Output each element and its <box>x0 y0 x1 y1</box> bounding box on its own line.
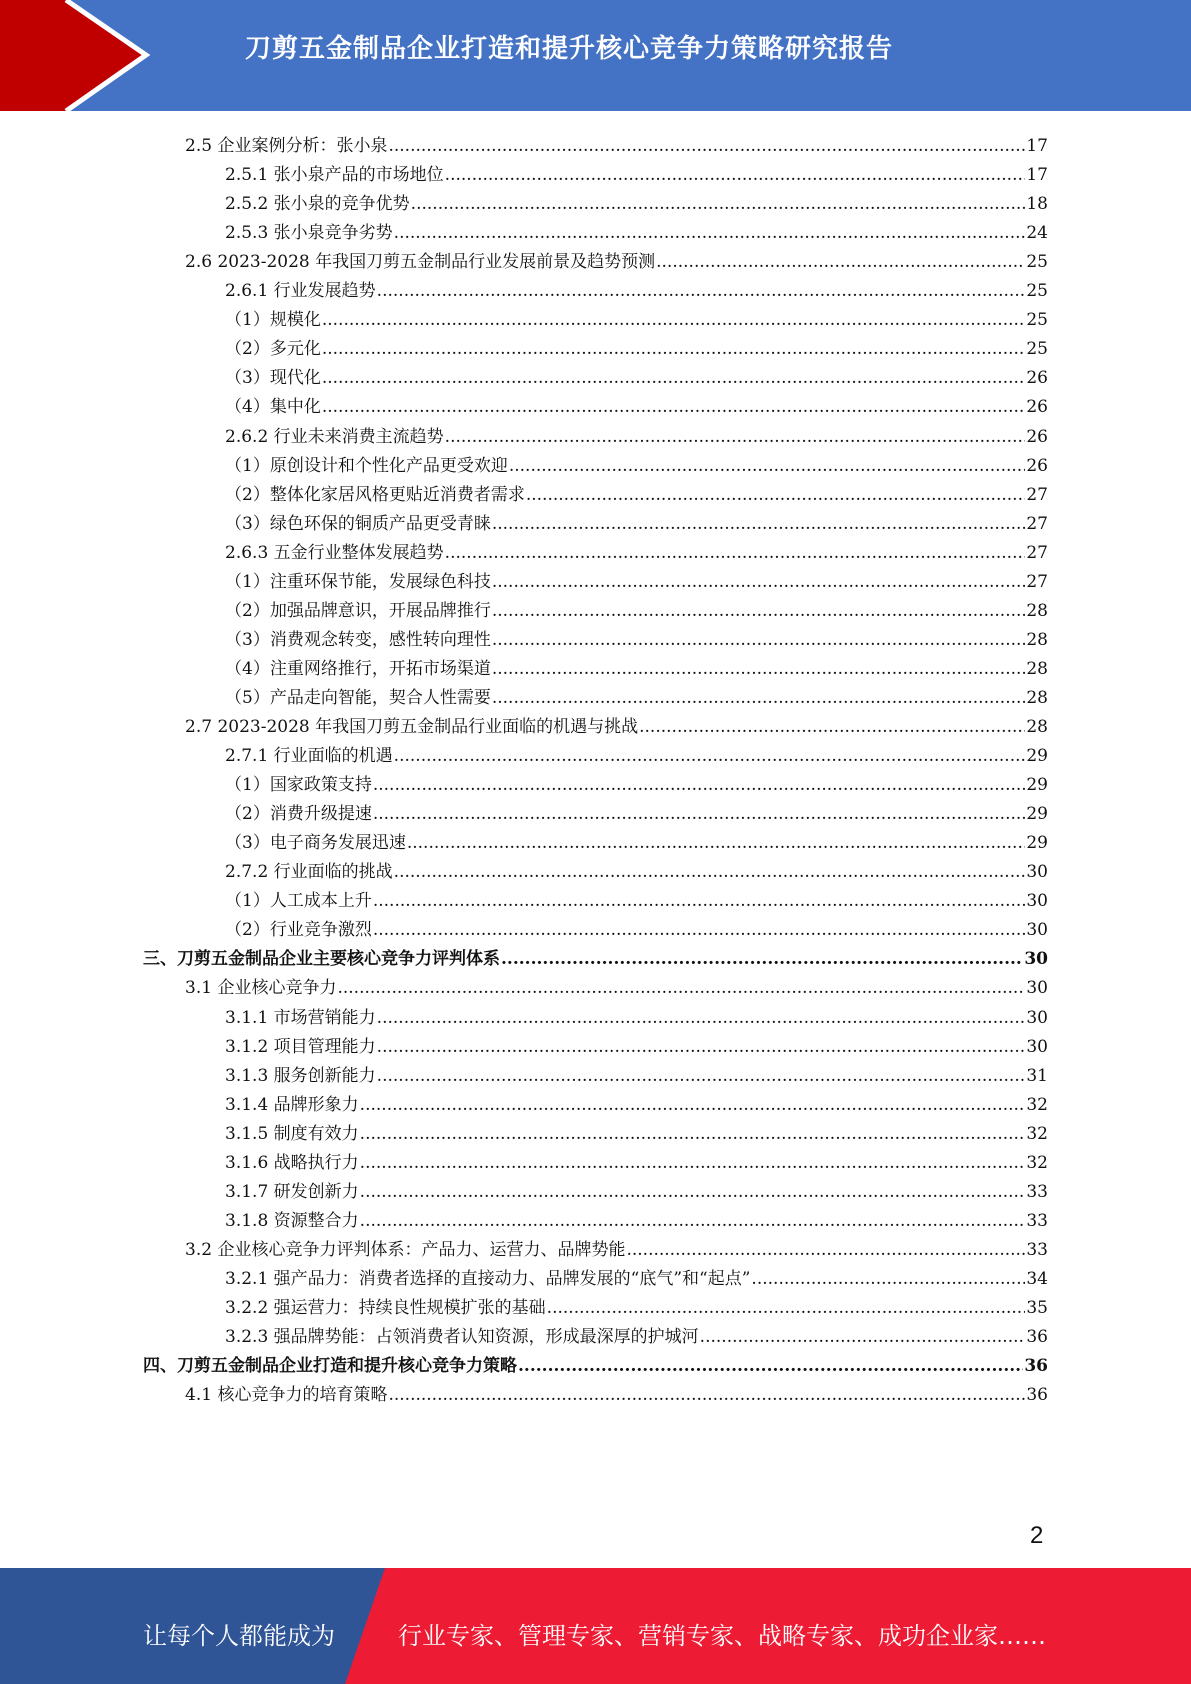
toc-entry[interactable] <box>143 1351 1048 1380</box>
toc-entry[interactable] <box>225 480 1048 509</box>
toc-entry-title: 3.1.6 战略执行力 <box>225 1152 359 1173</box>
toc-dot-leader <box>445 165 1026 185</box>
toc-entry-title: 3.1.3 服务创新能力 <box>225 1065 376 1086</box>
toc-entry[interactable] <box>225 422 1048 451</box>
toc-dot-leader <box>518 1356 1023 1376</box>
toc-entry-page: 30 <box>1026 978 1048 999</box>
toc-entry[interactable] <box>185 712 1048 741</box>
toc-entry[interactable] <box>225 828 1048 857</box>
toc-entry-page: 29 <box>1026 746 1048 767</box>
toc-entry-title: 3.1.2 项目管理能力 <box>225 1036 376 1057</box>
toc-entry-page: 28 <box>1026 687 1048 708</box>
toc-dot-leader <box>377 1008 1026 1028</box>
toc-entry[interactable] <box>225 276 1048 305</box>
toc-entry-title: 2.6 2023-2028 年我国刀剪五金制品行业发展前景及趋势预测 <box>185 252 656 273</box>
toc-entry-title: 四、刀剪五金制品企业打造和提升核心竞争力策略 <box>143 1356 517 1377</box>
toc-entry-page: 31 <box>1026 1065 1048 1086</box>
toc-dot-leader <box>360 1124 1026 1144</box>
toc-entry[interactable] <box>225 218 1048 247</box>
toc-entry-title: （4）注重网络推行，开拓市场渠道 <box>225 658 491 679</box>
toc-entry[interactable] <box>225 1177 1048 1206</box>
toc-entry[interactable] <box>225 654 1048 683</box>
toc-dot-leader <box>377 281 1026 301</box>
toc-entry[interactable] <box>185 973 1048 1002</box>
toc-entry-title: （2）整体化家居风格更贴近消费者需求 <box>225 484 525 505</box>
toc-entry-page: 32 <box>1026 1123 1048 1144</box>
toc-entry-title: 3.1 企业核心竞争力 <box>185 978 337 999</box>
toc-dot-leader <box>547 1298 1026 1318</box>
toc-dot-leader <box>501 949 1023 969</box>
toc-entry-title: 2.5 企业案例分析：张小泉 <box>185 136 388 156</box>
toc-entry[interactable] <box>185 131 1048 160</box>
toc-dot-leader <box>322 397 1026 417</box>
toc-entry[interactable] <box>225 596 1048 625</box>
toc-dot-leader <box>322 310 1026 330</box>
toc-entry-page: 26 <box>1026 455 1048 476</box>
toc-entry-page: 35 <box>1026 1298 1048 1318</box>
toc-entry-title: （2）加强品牌意识，开展品牌推行 <box>225 600 491 621</box>
toc-entry-title: （1）人工成本上升 <box>225 891 372 912</box>
toc-entry[interactable] <box>225 305 1048 334</box>
toc-dot-leader <box>394 862 1026 882</box>
toc-entry-page: 25 <box>1026 281 1048 302</box>
toc-dot-leader <box>492 630 1026 650</box>
toc-entry-title: 2.5.2 张小泉的竞争优势 <box>225 194 410 215</box>
toc-dot-leader <box>394 223 1026 243</box>
toc-entry-page: 29 <box>1026 804 1048 825</box>
toc-entry-page: 28 <box>1026 629 1048 650</box>
toc-entry[interactable] <box>225 1148 1048 1177</box>
toc-entry-page: 18 <box>1026 194 1048 215</box>
toc-entry[interactable] <box>143 944 1048 973</box>
toc-dot-leader <box>700 1327 1026 1347</box>
toc-entry-page: 36 <box>1026 1385 1048 1406</box>
toc-entry-title: （5）产品走向智能，契合人性需要 <box>225 687 491 708</box>
toc-entry-page: 30 <box>1026 1036 1048 1057</box>
footer-slogan-right: 行业专家、管理专家、营销专家、战略专家、成功企业家…… <box>398 1622 1046 1650</box>
toc-entry-title: 3.2.1 强产品力：消费者选择的直接动力、品牌发展的“底气”和“起点” <box>225 1268 751 1289</box>
toc-entry-title: 2.6.2 行业未来消费主流趋势 <box>225 426 444 447</box>
toc-entry-page: 17 <box>1026 165 1048 186</box>
toc-entry-page: 33 <box>1026 1239 1048 1260</box>
toc-entry-title: 2.6.1 行业发展趋势 <box>225 281 376 302</box>
toc-dot-leader <box>388 1385 1025 1405</box>
toc-entry-page: 30 <box>1024 949 1048 970</box>
toc-entry-title: 4.1 核心竞争力的培育策略 <box>185 1385 388 1406</box>
toc-dot-leader <box>656 252 1025 272</box>
toc-dot-leader <box>509 456 1026 476</box>
toc-dot-leader <box>445 427 1026 447</box>
toc-entry[interactable] <box>225 1206 1048 1235</box>
toc-dot-leader <box>373 804 1026 824</box>
toc-dot-leader <box>377 1037 1026 1057</box>
toc-entry-page: 28 <box>1026 717 1048 737</box>
toc-entry-page: 33 <box>1026 1181 1048 1202</box>
toc-entry[interactable] <box>225 334 1048 363</box>
toc-dot-leader <box>407 833 1026 853</box>
toc-entry[interactable] <box>185 1380 1048 1409</box>
toc-entry-page: 26 <box>1026 368 1048 389</box>
toc-entry[interactable] <box>225 189 1048 218</box>
toc-entry[interactable] <box>225 886 1048 915</box>
toc-entry-page: 30 <box>1026 891 1048 912</box>
toc-entry-title: （3）消费观念转变，感性转向理性 <box>225 629 491 650</box>
toc-entry[interactable] <box>185 247 1048 276</box>
toc-entry[interactable] <box>225 683 1048 712</box>
toc-entry-page: 26 <box>1026 397 1048 418</box>
toc-entry[interactable] <box>225 1264 1048 1293</box>
toc-entry-title: 3.1.8 资源整合力 <box>225 1210 359 1231</box>
toc-entry-title: 2.7 2023-2028 年我国刀剪五金制品行业面临的机遇与挑战 <box>185 717 639 737</box>
toc-entry-title: 3.1.4 品牌形象力 <box>225 1094 359 1115</box>
toc-entry-page: 27 <box>1026 513 1048 534</box>
toc-entry-page: 36 <box>1026 1327 1048 1348</box>
toc-entry[interactable] <box>185 1235 1048 1264</box>
toc-dot-leader <box>337 978 1025 998</box>
toc-dot-leader <box>388 136 1025 156</box>
toc-entry-page: 32 <box>1026 1094 1048 1115</box>
toc-entry-title: （2）消费升级提速 <box>225 804 372 825</box>
toc-entry-page: 30 <box>1026 920 1048 941</box>
toc-entry[interactable] <box>225 1293 1048 1322</box>
footer-slogan-left: 让每个人都能成为 <box>143 1622 335 1650</box>
toc-entry-title: 三、刀剪五金制品企业主要核心竞争力评判体系 <box>143 949 500 970</box>
toc-entry-title: 2.6.3 五金行业整体发展趋势 <box>225 542 444 563</box>
toc-dot-leader <box>492 688 1026 708</box>
toc-entry-title: （1）国家政策支持 <box>225 775 372 796</box>
toc-entry-page: 34 <box>1026 1268 1048 1289</box>
toc-dot-leader <box>373 775 1026 795</box>
toc-dot-leader <box>492 659 1026 679</box>
toc-dot-leader <box>411 194 1026 214</box>
toc-dot-leader <box>751 1269 1025 1289</box>
toc-entry[interactable] <box>225 160 1048 189</box>
toc-entry-title: 2.5.1 张小泉产品的市场地位 <box>225 165 444 186</box>
toc-entry-title: 2.7.2 行业面临的挑战 <box>225 862 393 883</box>
toc-entry[interactable] <box>225 857 1048 886</box>
toc-entry-title: （4）集中化 <box>225 397 321 418</box>
toc-dot-leader <box>373 920 1026 940</box>
toc-dot-leader <box>394 746 1026 766</box>
toc-entry-page: 29 <box>1026 775 1048 796</box>
toc-entry-title: 3.2 企业核心竞争力评判体系：产品力、运营力、品牌势能 <box>185 1239 626 1260</box>
toc-dot-leader <box>639 717 1025 737</box>
toc-dot-leader <box>360 1211 1026 1231</box>
toc-entry-title: 2.5.3 张小泉竞争劣势 <box>225 223 393 244</box>
toc-dot-leader <box>360 1153 1026 1173</box>
toc-dot-leader <box>445 543 1026 563</box>
toc-entry-page: 28 <box>1026 658 1048 679</box>
toc-entry[interactable] <box>225 1090 1048 1119</box>
toc-entry[interactable] <box>225 1061 1048 1090</box>
report-title: 刀剪五金制品企业打造和提升核心竞争力策略研究报告 <box>245 34 894 64</box>
toc-entry[interactable] <box>225 451 1048 480</box>
toc-entry-page: 33 <box>1026 1210 1048 1231</box>
toc-entry-page: 32 <box>1026 1152 1048 1173</box>
toc-entry-page: 36 <box>1024 1356 1048 1377</box>
toc-entry-title: 3.1.5 制度有效力 <box>225 1123 359 1144</box>
toc-entry-title: 3.1.1 市场营销能力 <box>225 1007 376 1028</box>
toc-entry-page: 25 <box>1026 339 1048 360</box>
toc-entry-page: 29 <box>1026 833 1048 854</box>
toc-dot-leader <box>526 485 1026 505</box>
page-header <box>0 0 1191 111</box>
toc-entry[interactable] <box>225 915 1048 944</box>
toc-entry[interactable] <box>225 799 1048 828</box>
toc-entry-page: 25 <box>1026 310 1048 331</box>
toc-entry-title: （3）绿色环保的铜质产品更受青睐 <box>225 513 491 534</box>
toc-entry-title: 3.2.3 强品牌势能：占领消费者认知资源，形成最深厚的护城河 <box>225 1327 699 1348</box>
toc-entry-title: （1）注重环保节能，发展绿色科技 <box>225 571 491 592</box>
toc-entry[interactable] <box>225 1003 1048 1032</box>
toc-entry-title: （2）多元化 <box>225 339 321 360</box>
toc-entry-title: （1）原创设计和个性化产品更受欢迎 <box>225 455 508 476</box>
toc-entry-title: 3.1.7 研发创新力 <box>225 1181 359 1202</box>
toc-entry[interactable] <box>225 509 1048 538</box>
toc-dot-leader <box>377 1066 1026 1086</box>
toc-dot-leader <box>322 368 1026 388</box>
toc-dot-leader <box>492 514 1026 534</box>
toc-entry-title: 2.7.1 行业面临的机遇 <box>225 746 393 767</box>
toc-entry[interactable] <box>225 1032 1048 1061</box>
red-arrow-decoration <box>0 0 200 111</box>
toc-entry-title: （3）现代化 <box>225 368 321 389</box>
toc-entry-title: （1）规模化 <box>225 310 321 331</box>
toc-dot-leader <box>360 1095 1026 1115</box>
toc-entry[interactable] <box>225 567 1048 596</box>
toc-entry[interactable] <box>225 741 1048 770</box>
toc-entry[interactable] <box>225 538 1048 567</box>
toc-dot-leader <box>492 572 1026 592</box>
toc-entry-page: 17 <box>1026 136 1048 156</box>
toc-entry[interactable] <box>225 625 1048 654</box>
toc-entry-page: 28 <box>1026 600 1048 621</box>
toc-entry[interactable] <box>225 392 1048 421</box>
toc-entry-page: 30 <box>1026 1007 1048 1028</box>
toc-entry-title: （3）电子商务发展迅速 <box>225 833 406 854</box>
toc-entry[interactable] <box>225 770 1048 799</box>
toc-dot-leader <box>373 891 1026 911</box>
page-number: 2 <box>1030 1522 1044 1549</box>
toc-entry-page: 27 <box>1026 542 1048 563</box>
toc-dot-leader <box>492 601 1026 621</box>
toc-entry[interactable] <box>225 1119 1048 1148</box>
toc-entry-page: 27 <box>1026 484 1048 505</box>
page-footer <box>0 1568 1191 1684</box>
toc-entry-title: （2）行业竞争激烈 <box>225 920 372 941</box>
toc-entry-page: 25 <box>1026 252 1048 273</box>
toc-entry-page: 27 <box>1026 571 1048 592</box>
toc-dot-leader <box>626 1240 1025 1260</box>
toc-entry-page: 26 <box>1026 426 1048 447</box>
toc-entry[interactable] <box>225 1322 1048 1351</box>
toc-dot-leader <box>360 1182 1026 1202</box>
toc-entry-page: 30 <box>1026 862 1048 883</box>
toc-entry-page: 24 <box>1026 223 1048 244</box>
toc-entry[interactable] <box>225 363 1048 392</box>
toc-dot-leader <box>322 339 1026 359</box>
toc-entry-title: 3.2.2 强运营力：持续良性规模扩张的基础 <box>225 1298 546 1318</box>
